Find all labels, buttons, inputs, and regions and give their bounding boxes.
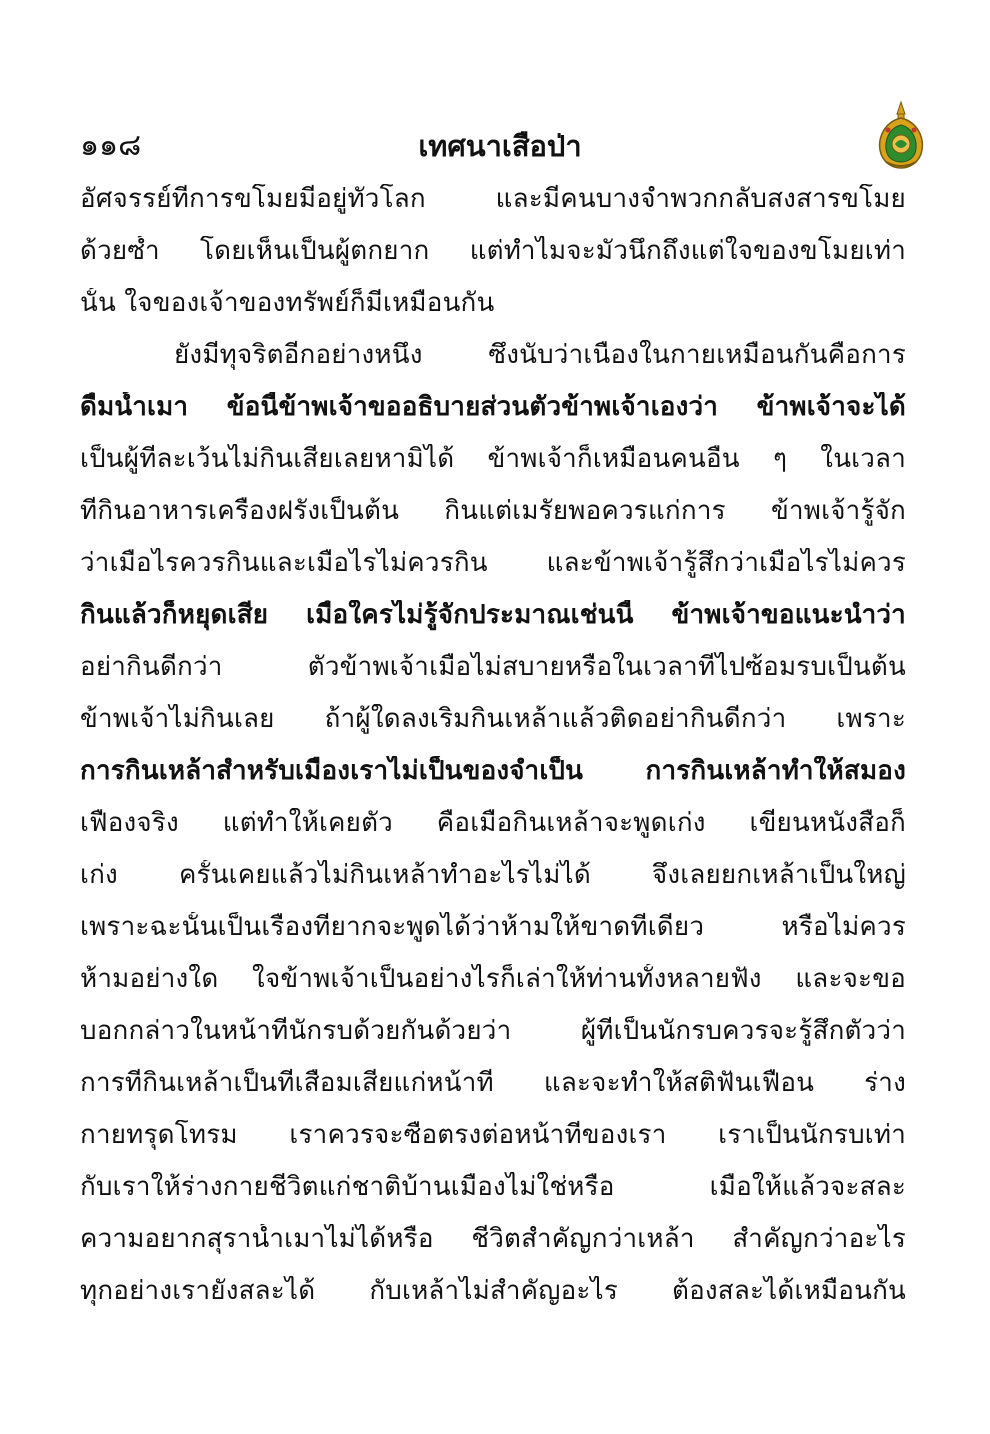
text-line-6: เป็นผู้ที่ละเว้นไม่กินเสียเลยหามิได้ ข้าพเจ้าก็เหมือนคนอื่น ๆ ในเวลา bbox=[80, 444, 906, 474]
text-line-20: กับเราให้ร่างกายชีวิตแก่ชาติบ้านเมืองไม่ใช่หรือ เมื่อให้แล้วจะสละ bbox=[80, 1172, 906, 1202]
text-line-18: การที่กินเหล้าเป็นที่เสื่อมเสียแก่หน้าที่ และจะทำให้สติฟั่นเฟือน ร่าง bbox=[80, 1068, 906, 1098]
text-line-12: การกินเหล้าสำหรับเมืองเราไม่เป็นของจำเป็น การกินเหล้าทำให้สมอง bbox=[80, 756, 906, 786]
text-line-19: กายทรุดโทรม เราควรจะซื่อตรงต่อหน้าที่ของเรา เราเป็นนักรบเท่า bbox=[80, 1120, 906, 1150]
page-header bbox=[0, 0, 990, 163]
text-line-21: ความอยากสุราน้ำเมาไม่ได้หรือ ชีวิตสำคัญกว่าเหล้า สำคัญกว่าอะไร bbox=[80, 1224, 906, 1254]
text-line-7: ที่กินอาหารเครื่องฝรั่งเป็นต้น กินแต่เมรัยพอควรแก่การ ข้าพเจ้ารู้จัก bbox=[80, 496, 906, 526]
emblem-graphic bbox=[874, 100, 928, 170]
text-line-14: เก่ง ครั้นเคยแล้วไม่กินเหล้าทำอะไรไม่ได้ จึ่งเลยยกเหล้าเป็นใหญ่ bbox=[80, 860, 906, 890]
running-title: เทศนาเสือป่า bbox=[418, 129, 582, 163]
text-line-13: เฟื่องจริง แต่ทำให้เคยตัว คือเมื่อกินเหล้าจะพูดเก่ง เขียนหนังสือก็ bbox=[80, 808, 906, 838]
text-line-16: ห้ามอย่างใด ใจข้าพเจ้าเป็นอย่างไรก็เล่าให้ท่านทั้งหลายฟัง และจะขอ bbox=[80, 964, 906, 994]
text-line-1: อัศจรรย์ที่การขโมยมีอยู่ทั่วโลก และมีคนบางจำพวกกลับสงสารขโมย bbox=[80, 184, 906, 214]
text-line-9: กินแล้วก็หยุดเสีย เมื่อใครไม่รู้จักประมาณเช่นนี้ ข้าพเจ้าขอแนะนำว่า bbox=[80, 600, 906, 630]
text-line-4: ยังมีทุจริตอีกอย่างหนึ่ง ซึ่งนับว่าเนื่องในกายเหมือนกันคือการ bbox=[174, 340, 906, 370]
royal-crest-emblem-icon bbox=[874, 100, 928, 170]
text-line-5: ดื่มน้ำเมา ข้อนี้ข้าพเจ้าขออธิบายส่วนตัวข้าพเจ้าเองว่า ข้าพเจ้าจะได้ bbox=[80, 392, 906, 422]
text-line-22: ทุกอย่างเรายังสละได้ กับเหล้าไม่สำคัญอะไร ต้องสละได้เหมือนกัน bbox=[80, 1276, 906, 1306]
text-line-15: เพราะฉะนั้นเป็นเรื่องที่ยากจะพูดได้ว่าห้ามให้ขาดทีเดียว หรือไม่ควร bbox=[80, 912, 906, 942]
text-line-8: ว่าเมื่อไรควรกินและเมื่อไรไม่ควรกิน และข้าพเจ้ารู้สึกว่าเมื่อไรไม่ควร bbox=[80, 548, 906, 578]
text-line-3: นั้น ใจของเจ้าของทรัพย์ก็มีเหมือนกัน bbox=[80, 288, 495, 318]
text-line-2: ด้วยซ้ำ โดยเห็นเป็นผู้ตกยาก แต่ทำไมจะมัวนึกถึงแต่ใจของขโมยเท่า bbox=[80, 236, 906, 266]
text-line-17: บอกกล่าวในหน้าที่นักรบด้วยกันด้วยว่า ผู้ที่เป็นนักรบควรจะรู้สึกตัวว่า bbox=[80, 1016, 906, 1046]
text-line-10: อย่ากินดีกว่า ตัวข้าพเจ้าเมื่อไม่สบายหรือในเวลาที่ไปซ้อมรบเป็นต้น bbox=[80, 652, 906, 682]
page-number: ๑๑๘ bbox=[80, 128, 142, 163]
text-line-11: ข้าพเจ้าไม่กินเลย ถ้าผู้ใดลงเริ่มกินเหล้าแล้วติดอย่ากินดีกว่า เพราะ bbox=[80, 704, 906, 734]
body-text bbox=[80, 184, 906, 1328]
